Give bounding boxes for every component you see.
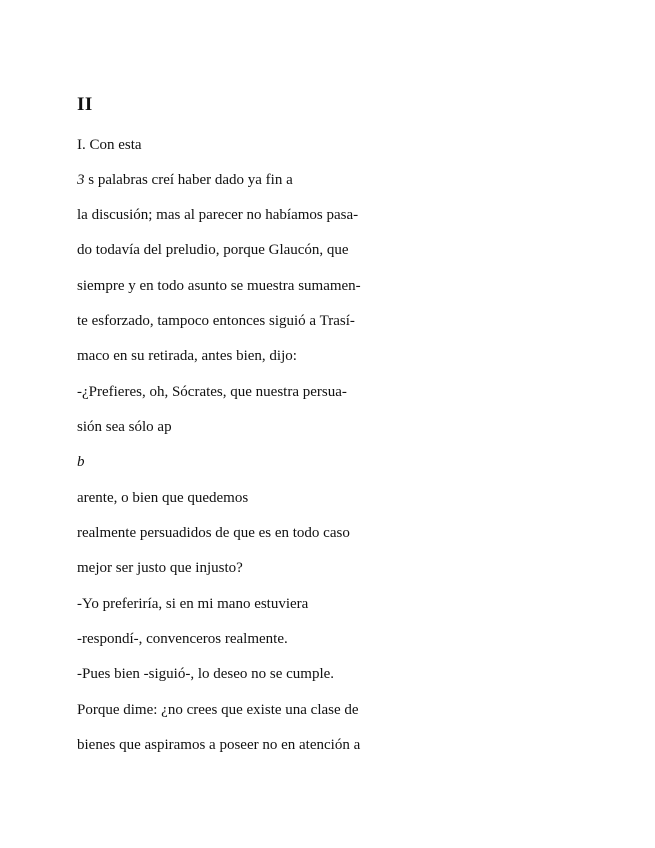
- text-line: Porque dime: ¿no crees que existe una clase de: [77, 702, 359, 718]
- text-line: siempre y en todo asunto se muestra sumamen-: [77, 278, 361, 294]
- text-line: realmente persuadidos de que es en todo caso: [77, 525, 350, 541]
- text-line: -respondí-, convenceros realmente.: [77, 631, 288, 647]
- text-line: s palabras creí haber dado ya fin a: [88, 172, 293, 188]
- text-line: la discusión; mas al parecer no habíamos pasa-: [77, 207, 359, 223]
- chapter-heading: II: [77, 94, 93, 115]
- text-line-with-marker: [77, 171, 293, 189]
- text-line: do todavía del preludio, porque Glaucón, que: [77, 242, 349, 258]
- text-line: bienes que aspiramos a poseer no en atención a: [77, 737, 361, 753]
- stephanus-number-marker: 3: [77, 172, 85, 188]
- text-line: te esforzado, tampoco entonces siguió a Trasí-: [77, 313, 355, 329]
- stephanus-letter-marker: b: [77, 454, 85, 470]
- text-line: -Yo preferiría, si en mi mano estuviera: [77, 596, 309, 612]
- text-line: arente, o bien que quedemos: [77, 490, 249, 506]
- text-line: sión sea sólo ap: [77, 419, 172, 435]
- text-line: -Pues bien -siguió-, lo deseo no se cumple.: [77, 666, 335, 682]
- text-line: -¿Prefieres, oh, Sócrates, que nuestra persua-: [77, 384, 347, 400]
- text-line: mejor ser justo que injusto?: [77, 560, 243, 576]
- text-line: I. Con esta: [77, 137, 142, 153]
- text-line: maco en su retirada, antes bien, dijo:: [77, 348, 297, 364]
